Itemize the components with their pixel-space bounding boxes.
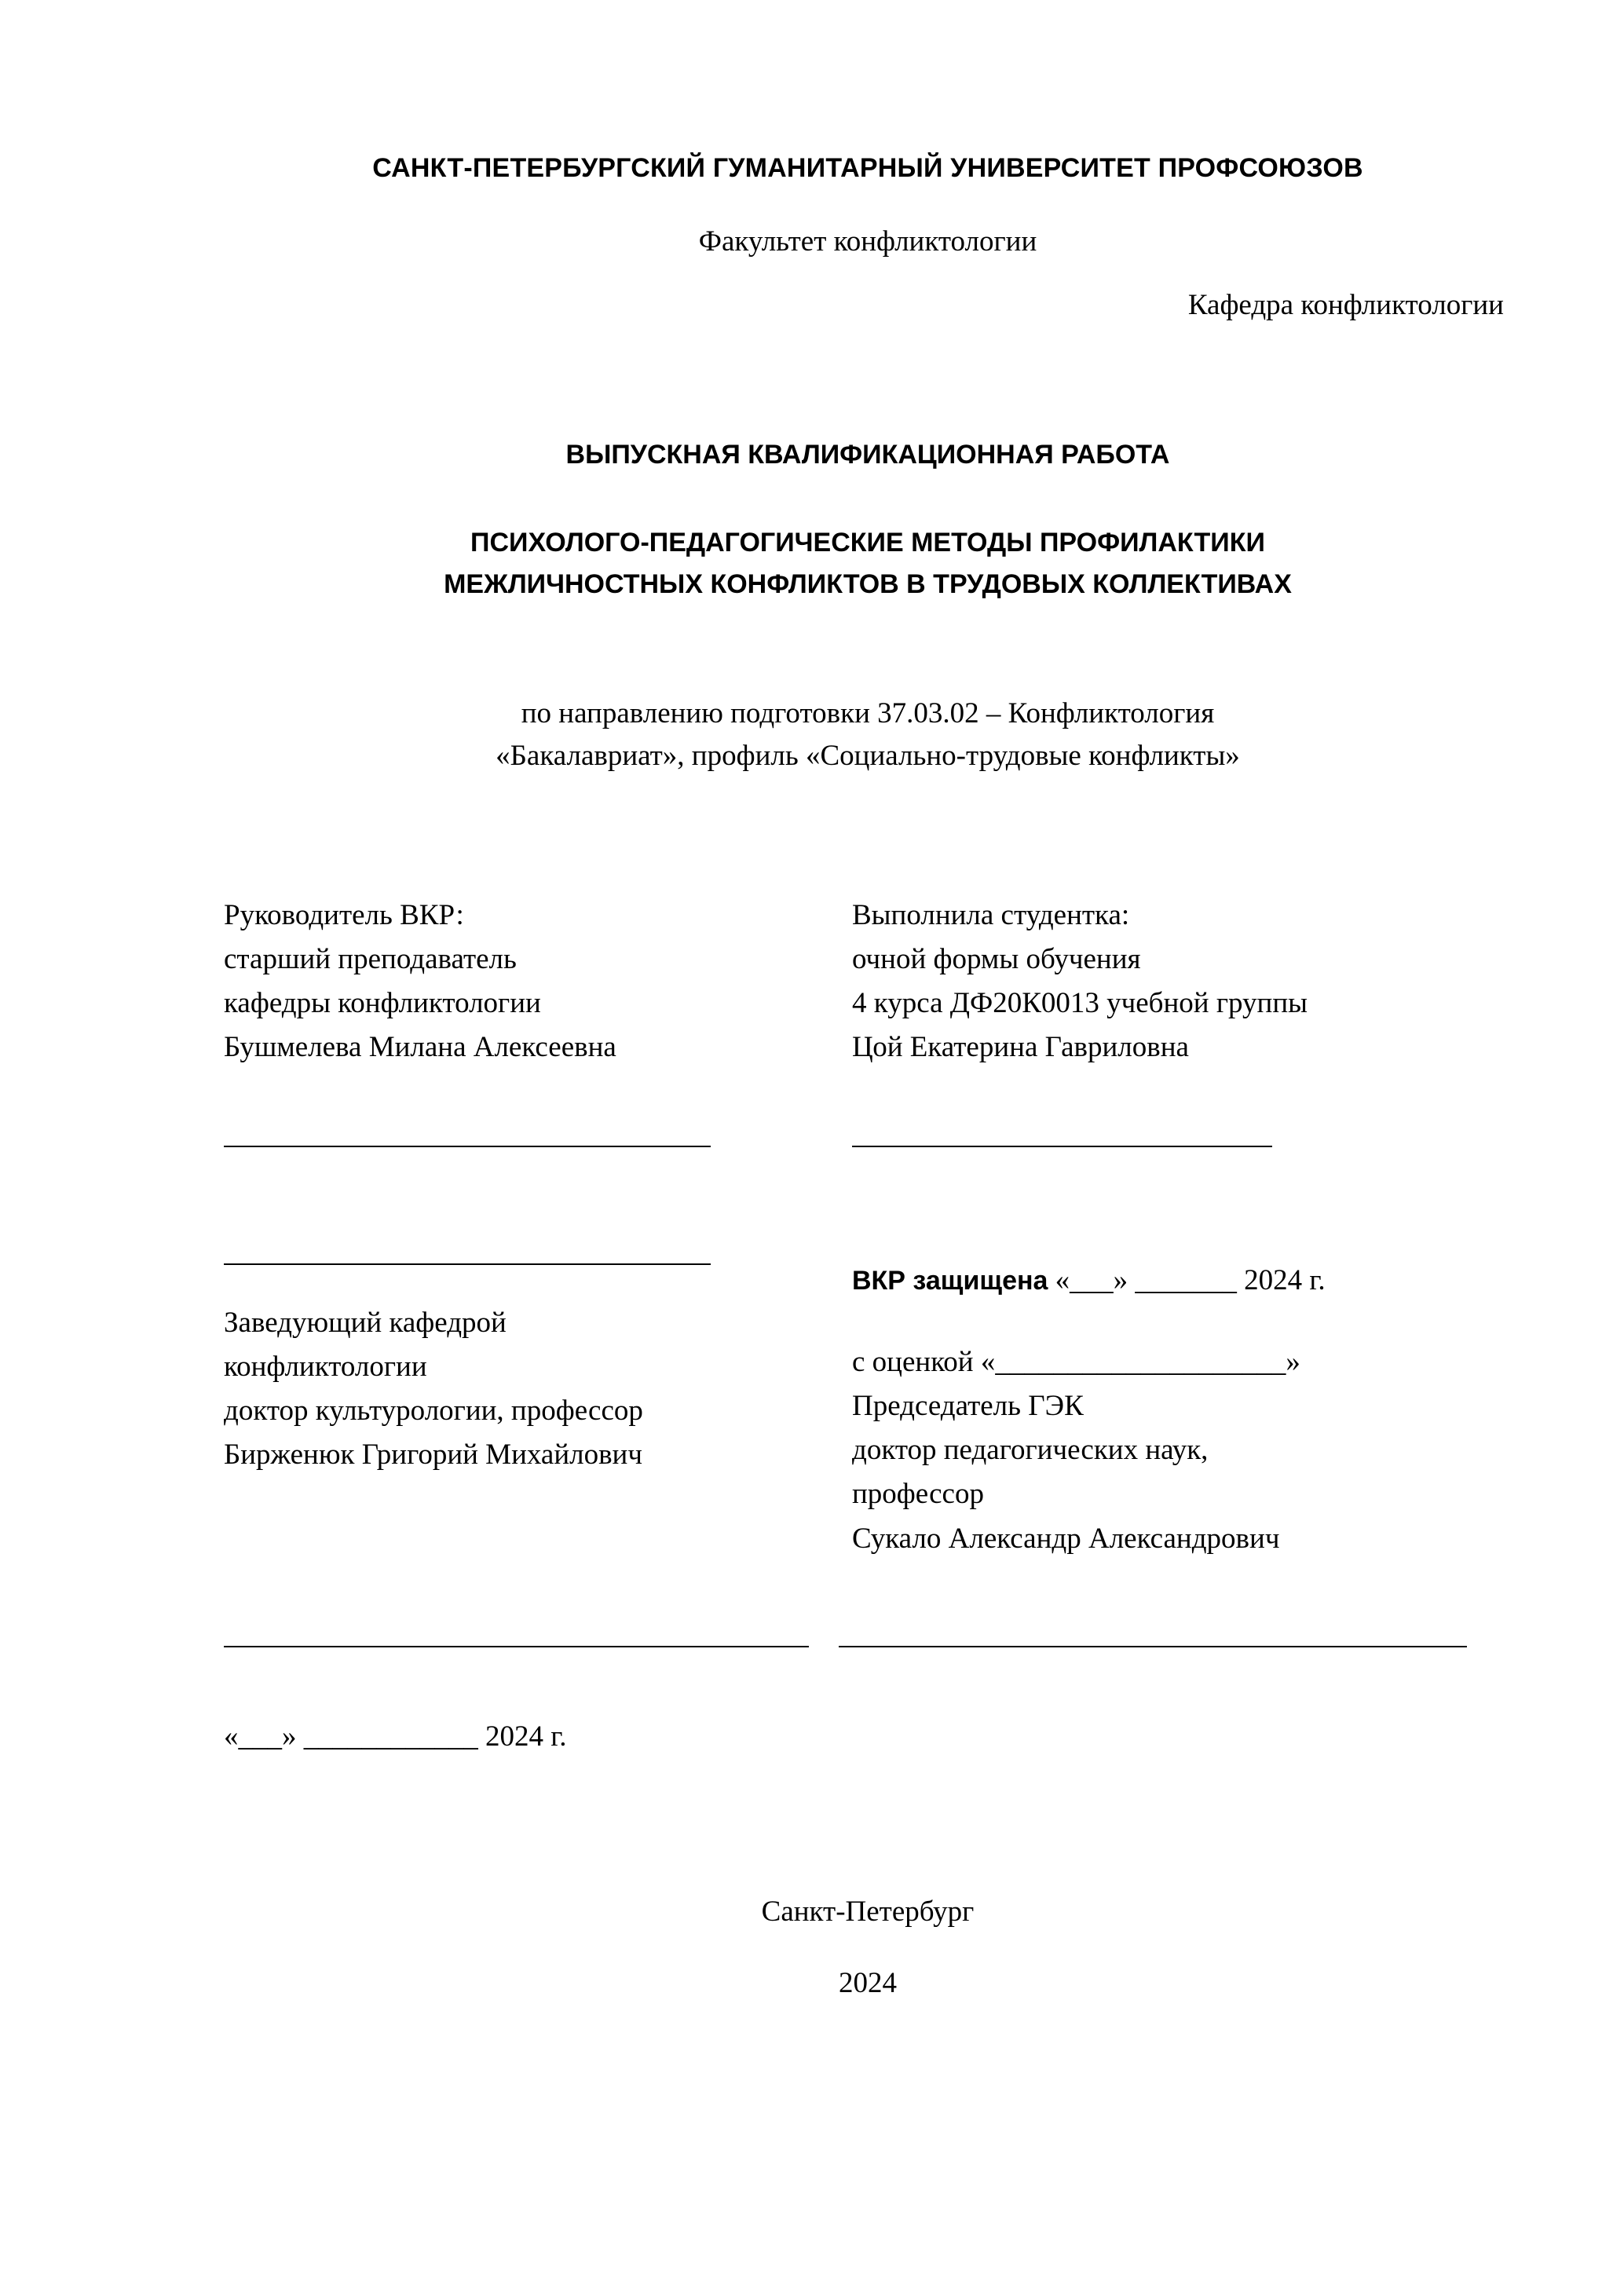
supervisor-line-1: Руководитель ВКР:	[224, 898, 464, 931]
commission-chair-line-4: Сукало Александр Александрович	[852, 1522, 1280, 1555]
faculty-name: Факультет конфликтологии	[698, 225, 1037, 258]
defense-grade-line: с оценкой «____________________»	[852, 1345, 1300, 1378]
supervisor-line-2: старший преподаватель	[224, 942, 517, 975]
commission-chair-block	[852, 1384, 1512, 1561]
department-name: Кафедра конфликтологии	[1187, 289, 1504, 321]
page-content	[224, 0, 1512, 2000]
year-value: 2024	[839, 1966, 897, 1999]
defense-date-line	[852, 1263, 1512, 1297]
student-signature-rule	[852, 1146, 1272, 1147]
bottom-date-line: «___» ____________ 2024 г.	[224, 1720, 567, 1753]
study-direction-line-2: «Бакалавриат», профиль «Социально-трудовые конфликты»	[496, 740, 1240, 773]
student-block	[852, 894, 1512, 1561]
supervisor-block	[224, 894, 852, 1478]
supervisor-line-4: Бушмелева Милана Алексеевна	[224, 1031, 616, 1064]
thesis-title-line-2: МЕЖЛИЧНОСТНЫХ КОНФЛИКТОВ В ТРУДОВЫХ КОЛЛЕКТИВАХ	[444, 569, 1292, 599]
supervisor-signature-rule	[224, 1146, 711, 1147]
commission-chair-line-3: профессор	[852, 1478, 984, 1511]
head-of-department-line-3: доктор культурологии, профессор	[224, 1395, 643, 1428]
commission-chair-line-1: Председатель ГЭК	[852, 1389, 1084, 1422]
student-line-1: Выполнила студентка:	[852, 898, 1130, 931]
study-direction	[224, 693, 1512, 777]
student-line-2: очной формы обучения	[852, 942, 1141, 975]
head-of-department-line-1: Заведующий кафедрой	[224, 1306, 507, 1339]
study-direction-line-1: по направлению подготовки 37.03.02 – Конфликтология	[521, 697, 1215, 730]
city-name: Санкт-Петербург	[761, 1895, 975, 1928]
supervisor-line-3: кафедры конфликтологии	[224, 987, 541, 1020]
commission-chair-final-rule	[839, 1646, 1467, 1647]
signatures-top-section	[224, 894, 1512, 1561]
head-of-department-final-rule	[224, 1646, 809, 1647]
head-of-department-signature-rule	[224, 1263, 711, 1265]
defense-label: ВКР защищена	[852, 1265, 1048, 1296]
head-of-department-line-2: конфликтологии	[224, 1350, 427, 1383]
thesis-title-line-1: ПСИХОЛОГО-ПЕДАГОГИЧЕСКИЕ МЕТОДЫ ПРОФИЛАКТИКИ	[470, 528, 1265, 558]
work-type-heading: ВЫПУСКНАЯ КВАЛИФИКАЦИОННАЯ РАБОТА	[565, 440, 1170, 470]
student-line-4: Цой Екатерина Гавриловна	[852, 1031, 1189, 1064]
head-of-department-line-4: Бирженюк Григорий Михайлович	[224, 1439, 642, 1472]
head-of-department-block	[224, 1301, 852, 1478]
commission-chair-line-2: доктор педагогических наук,	[852, 1434, 1209, 1467]
thesis-title	[224, 522, 1512, 605]
university-name: САНКТ-ПЕТЕРБУРГСКИЙ ГУМАНИТАРНЫЙ УНИВЕРСИТЕТ ПРОФСОЮЗОВ	[372, 153, 1363, 183]
rules-spacer	[809, 1646, 839, 1647]
bottom-signature-rules	[224, 1646, 1512, 1647]
student-line-3: 4 курса ДФ20К0013 учебной группы	[852, 987, 1308, 1020]
defense-date-template: «___» _______ 2024 г.	[1055, 1263, 1326, 1296]
